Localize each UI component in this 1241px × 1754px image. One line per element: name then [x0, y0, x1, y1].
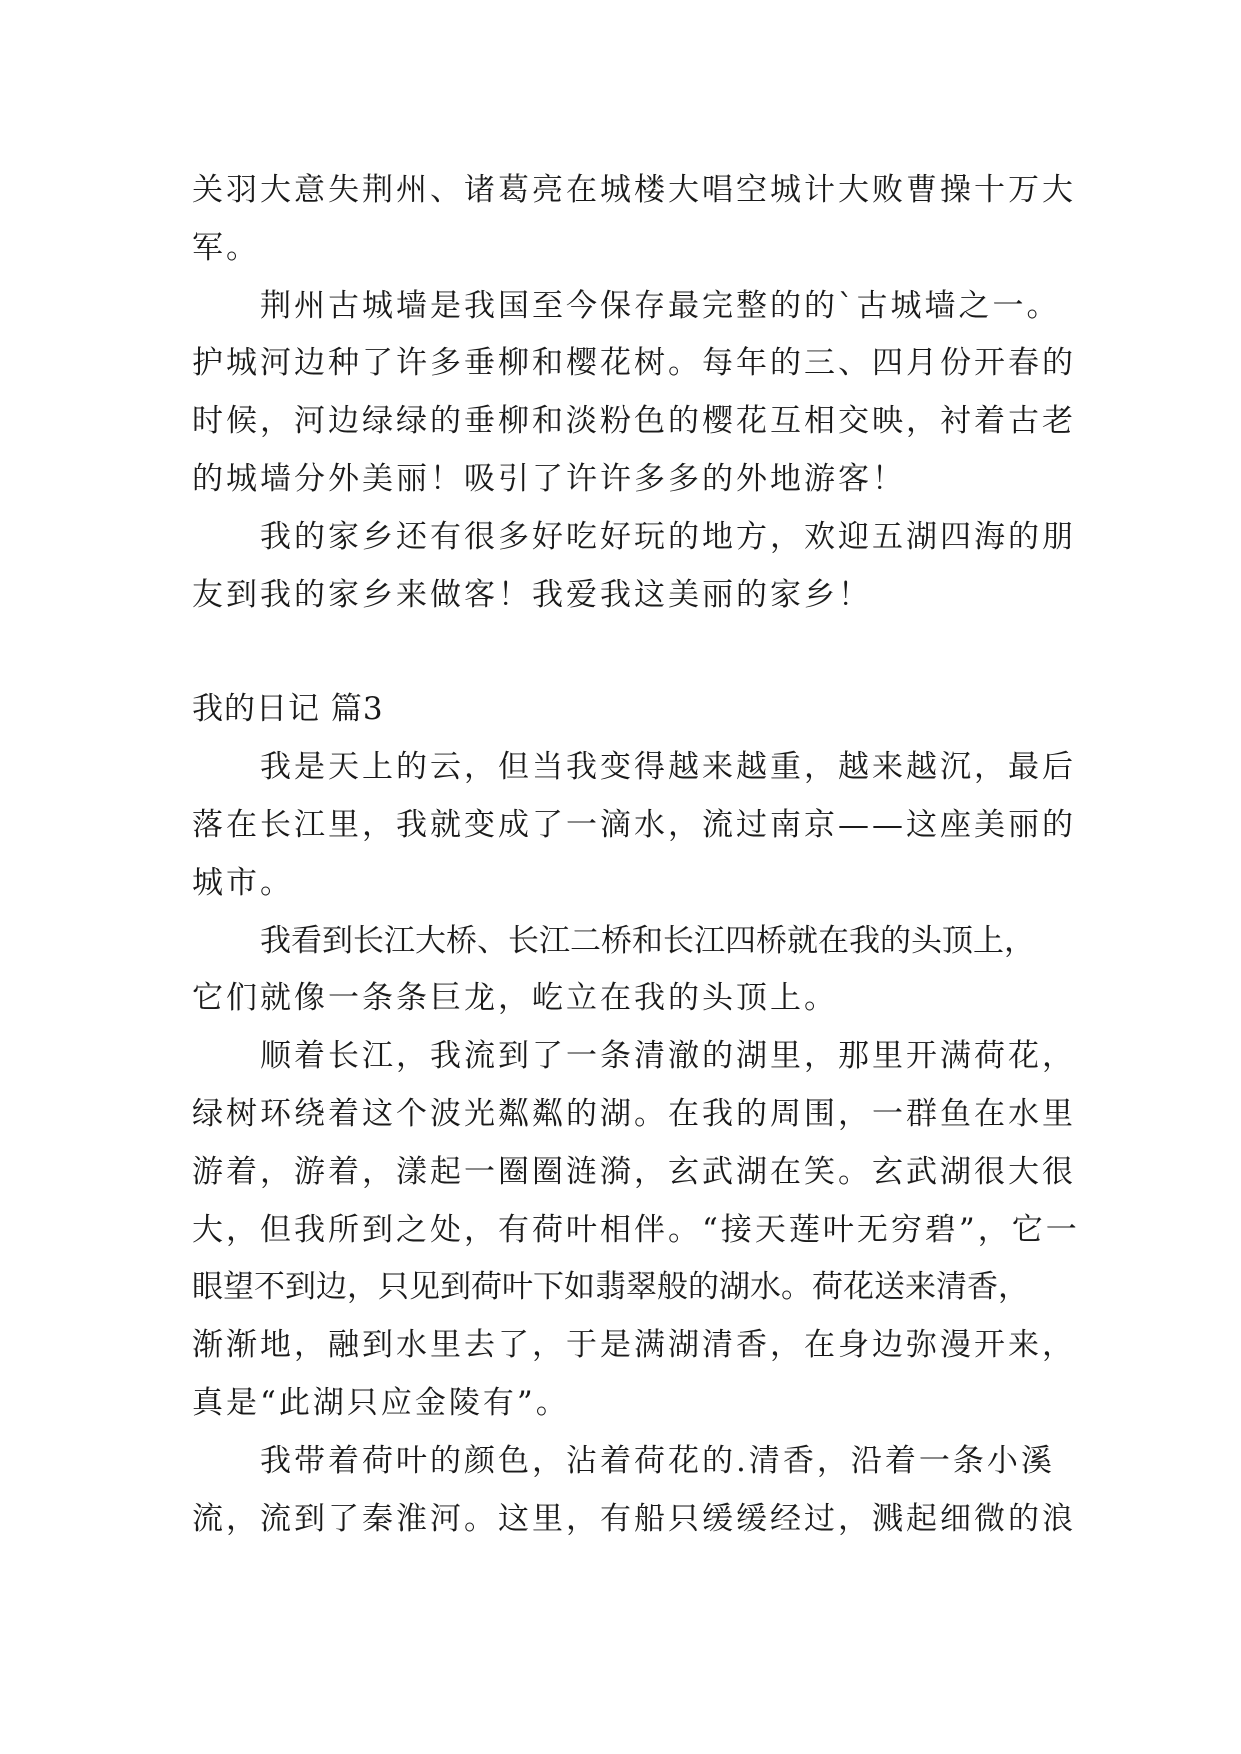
paragraph-prev-1 — [192, 162, 1076, 278]
text-line: 的城墙分外美丽！吸引了许许多多的外地游客！ — [192, 460, 906, 497]
text-line: 荆州古城墙是我国至今保存最完整的的`古城墙之一。 — [260, 287, 1061, 324]
text-line: 关羽大意失荆州、诸葛亮在城楼大唱空城计大败曹操十万大 — [192, 172, 1076, 208]
text-line: 我看到长江大桥、长江二桥和长江四桥就在我的头顶上， — [260, 922, 1035, 959]
text-line: 眼望不到边，只见到荷叶下如翡翠般的湖水。荷花送来清香， — [192, 1269, 1029, 1306]
text-line: 顺着长江，我流到了一条清澈的湖里，那里开满荷花， — [260, 1038, 1076, 1075]
text-line: 落在长江里，我就变成了一滴水，流过南京——这座美丽的 — [192, 806, 1076, 843]
text-line: 绿树环绕着这个波光粼粼的湖。在我的周围，一群鱼在水里 — [192, 1095, 1076, 1132]
paragraph-prev-2 — [192, 278, 1076, 509]
text-line: 真是“此湖只应金陵有”。 — [192, 1384, 570, 1421]
text-line: 我带着荷叶的颜色，沾着荷花的.清香，沿着一条小溪 — [260, 1442, 1055, 1479]
document-body — [192, 162, 1080, 1548]
text-line: 我是天上的云，但当我变得越来越重，越来越沉，最后 — [260, 749, 1076, 786]
text-line: 城市。 — [192, 864, 294, 901]
text-line: 护城河边种了许多垂柳和樱花树。每年的三、四月份开春的 — [192, 345, 1076, 382]
text-line: 友到我的家乡来做客！我爱我这美丽的家乡！ — [192, 576, 872, 613]
text-line: 流，流到了秦淮河。这里，有船只缓缓经过，溅起细微的浪 — [192, 1500, 1076, 1537]
text-line: 它们就像一条条巨龙，屹立在我的头顶上。 — [192, 980, 838, 1017]
text-line: 渐渐地，融到水里去了，于是满湖清香，在身边弥漫开来， — [192, 1327, 1076, 1364]
text-line: 时候，河边绿绿的垂柳和淡粉色的樱花互相交映，衬着古老 — [192, 403, 1076, 440]
text-line: 游着，游着，漾起一圈圈涟漪，玄武湖在笑。玄武湖很大很 — [192, 1153, 1076, 1190]
paragraph-3-3 — [192, 1028, 1080, 1433]
section-spacer — [192, 624, 1052, 681]
paragraph-3-2 — [192, 913, 1052, 1029]
text-line: 大，但我所到之处，有荷叶相伴。“接天莲叶无穷碧”，它一 — [192, 1211, 1080, 1248]
paragraph-3-4 — [192, 1433, 1076, 1549]
text-line: 军。 — [192, 229, 260, 266]
text-line: 我的家乡还有很多好吃好玩的地方，欢迎五湖四海的朋 — [260, 518, 1076, 555]
paragraph-prev-3 — [192, 509, 1076, 625]
paragraph-3-1 — [192, 739, 1076, 912]
section-heading: 我的日记 篇3 — [192, 691, 384, 728]
